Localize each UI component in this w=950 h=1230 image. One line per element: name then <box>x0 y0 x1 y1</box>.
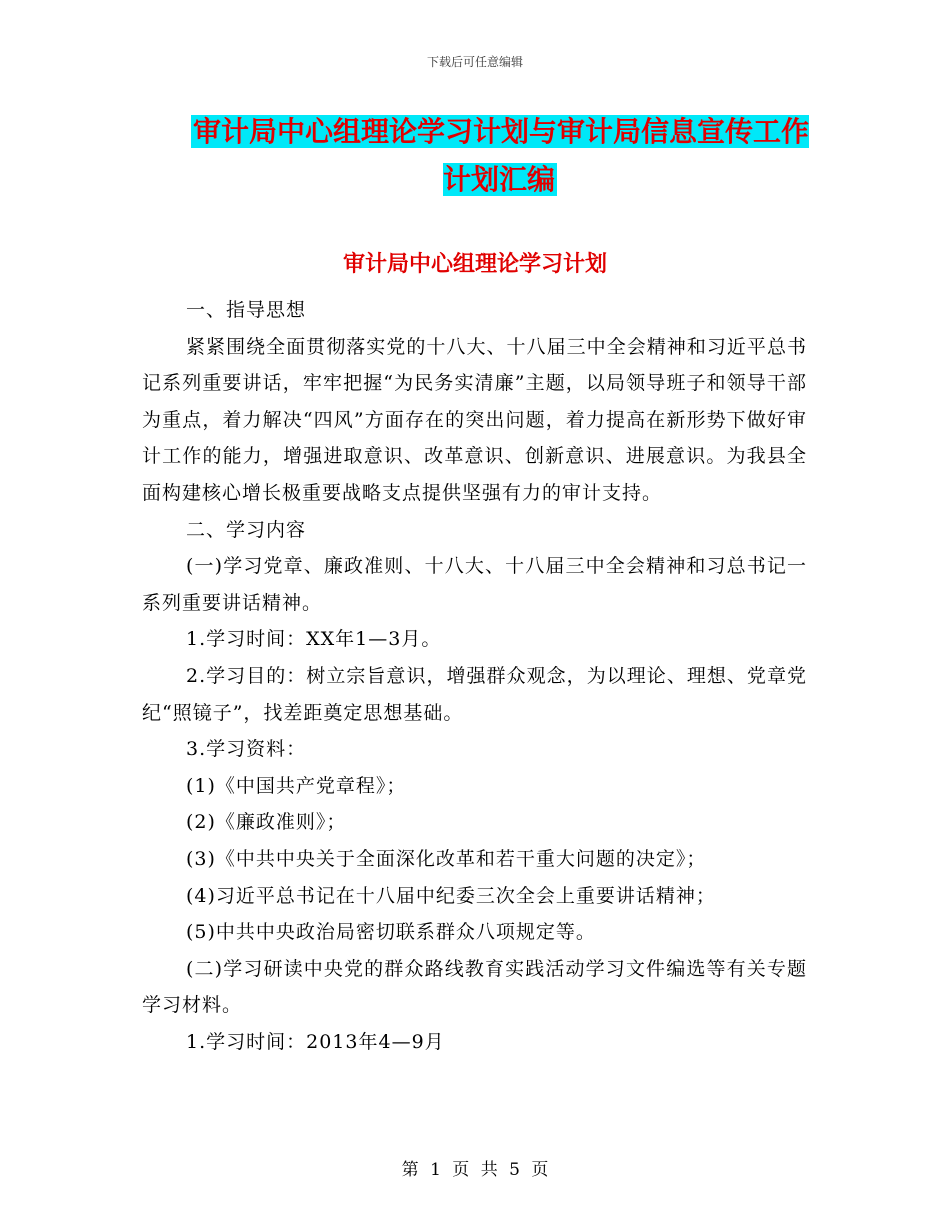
document-body <box>142 292 807 1060</box>
paragraph: (1)《中国共产党章程》； <box>186 774 407 797</box>
paragraph: (一)学习党章、廉政准则、十八大、十八届三中全会精神和习总书记一系列重要讲话精神。 <box>142 555 807 614</box>
paragraph: 紧紧围绕全面贯彻落实党的十八大、十八届三中全会精神和习近平总书记系列重要讲话，牢牢把握“为民务实清廉”主题，以局领导班子和领导干部为重点，着力解决“四风”方面存在的突出问题，着力提高在新形势下做好审计工作的能力，增强进取意识、改革意识、创新意识、进展意识。为我县全面构建核心增长极重要战略支点提供坚强有力的审计支持。 <box>142 335 807 504</box>
paragraph: 1.学习时间：2013年4—9月 <box>186 1030 445 1053</box>
section-title: 审计局中心组理论学习计划 <box>342 252 607 277</box>
paragraph: 1.学习时间：XX年1—3月。 <box>186 628 442 651</box>
paragraph: (4)习近平总书记在十八届中纪委三次全会上重要讲话精神； <box>186 884 716 907</box>
paragraph: 2.学习目的：树立宗旨意识，增强群众观念，为以理论、理想、党章党纪“照镜子”，找差距奠定思想基础。 <box>142 664 807 724</box>
paragraph: 3.学习资料： <box>186 738 307 761</box>
paragraph: (2)《廉政准则》； <box>186 811 347 834</box>
page-footer: 第 1 页 共 5 页 <box>401 1160 549 1180</box>
paragraph: (5)中共中央政治局密切联系群众八项规定等。 <box>186 921 596 944</box>
paragraph: (3)《中共中央关于全面深化改革和若干重大问题的决定》； <box>186 847 707 870</box>
header-note: 下载后可任意编辑 <box>426 55 523 69</box>
paragraph: (二)学习研读中央党的群众路线教育实践活动学习文件编选等有关专题学习材料。 <box>142 957 807 1017</box>
document-title <box>180 108 820 204</box>
document-title-text: 审计局中心组理论学习计划与审计局信息宣传工作计划汇编 <box>192 115 809 196</box>
paragraph: 一、指导思想 <box>186 299 307 321</box>
paragraph: 二、学习内容 <box>186 518 307 541</box>
